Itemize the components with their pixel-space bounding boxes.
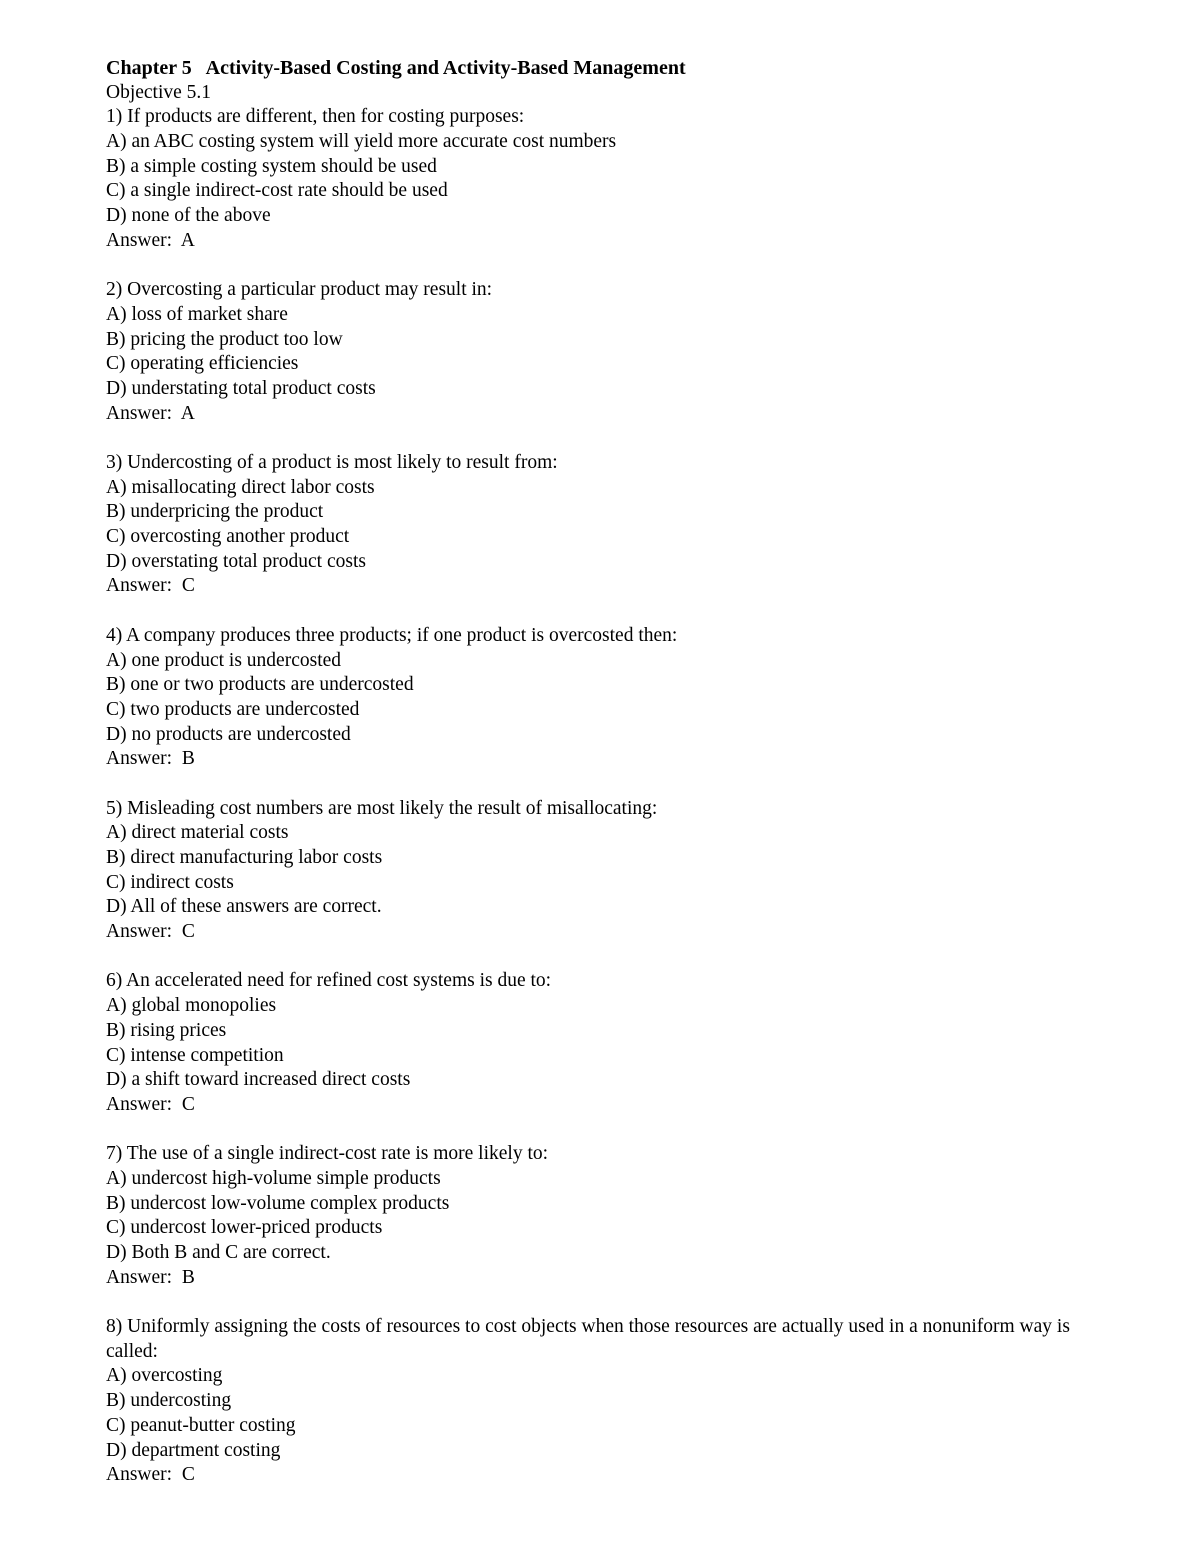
option-d: D) none of the above [106,205,271,227]
option-d: D) overstating total product costs [106,550,366,572]
question-prompt: 6) An accelerated need for refined cost systems is due to: [106,970,552,992]
question-prompt: 8) Uniformly assigning the costs of resources to cost objects when those resources are actually used in a nonuniform way is called: [106,1316,1070,1362]
answer-line: Answer: C [106,1093,195,1115]
option-b: B) a simple costing system should be used [106,155,437,177]
option-a: A) misallocating direct labor costs [106,476,375,498]
answer-line: Answer: B [106,748,195,770]
option-b: B) underpricing the product [106,501,324,523]
option-b: B) pricing the product too low [106,328,343,350]
question-8 [106,1315,1106,1488]
question-prompt: 2) Overcosting a particular product may result in: [106,279,493,301]
option-c: C) two products are undercosted [106,698,360,720]
option-b: B) rising prices [106,1019,227,1041]
option-c: C) undercost lower-priced products [106,1217,383,1239]
question-6 [106,969,1106,1117]
option-d: D) department costing [106,1439,281,1461]
option-c: C) indirect costs [106,871,234,893]
option-b: B) direct manufacturing labor costs [106,847,383,868]
option-a: A) global monopolies [106,995,277,1017]
chapter-title: Chapter 5 Activity-Based Costing and Activity-Based Management [106,57,686,79]
option-c: C) a single indirect-cost rate should be used [106,180,448,202]
question-4 [106,624,1106,772]
question-2 [106,278,1106,426]
question-3 [106,451,1106,599]
answer-line: Answer: C [106,921,195,943]
question-prompt: 1) If products are different, then for costing purposes: [106,106,525,128]
answer-line: Answer: A [106,402,195,424]
question-prompt: 5) Misleading cost numbers are most likely the result of misallocating: [106,797,658,819]
question-7 [106,1142,1106,1290]
question-prompt: 3) Undercosting of a product is most likely to result from: [106,452,558,473]
option-c: C) operating efficiencies [106,353,299,375]
option-a: A) undercost high-volume simple products [106,1167,441,1189]
option-b: B) undercosting [106,1390,232,1412]
option-c: C) peanut-butter costing [106,1414,296,1436]
option-d: D) no products are undercosted [106,723,351,745]
question-prompt: 4) A company produces three products; if one product is overcosted then: [106,624,678,646]
option-b: B) undercost low-volume complex products [106,1192,450,1214]
option-d: D) understating total product costs [106,377,376,399]
option-c: C) intense competition [106,1044,284,1066]
option-b: B) one or two products are undercosted [106,674,414,696]
answer-line: Answer: B [106,1266,195,1288]
question-5 [106,797,1106,945]
question-prompt: 7) The use of a single indirect-cost rate is more likely to: [106,1143,549,1165]
answer-line: Answer: A [106,229,195,251]
option-a: A) overcosting [106,1365,223,1387]
option-d: D) All of these answers are correct. [106,896,382,918]
answer-line: Answer: C [106,575,195,597]
option-a: A) loss of market share [106,303,288,325]
answer-line: Answer: C [106,1464,195,1486]
option-a: A) one product is undercosted [106,649,342,671]
question-1 [106,105,1106,253]
option-d: D) Both B and C are correct. [106,1242,331,1263]
document-page [106,56,1106,1513]
option-a: A) an ABC costing system will yield more accurate cost numbers [106,131,617,153]
objective-label: Objective 5.1 [106,81,212,103]
option-d: D) a shift toward increased direct costs [106,1069,411,1091]
option-a: A) direct material costs [106,822,289,844]
option-c: C) overcosting another product [106,526,350,548]
